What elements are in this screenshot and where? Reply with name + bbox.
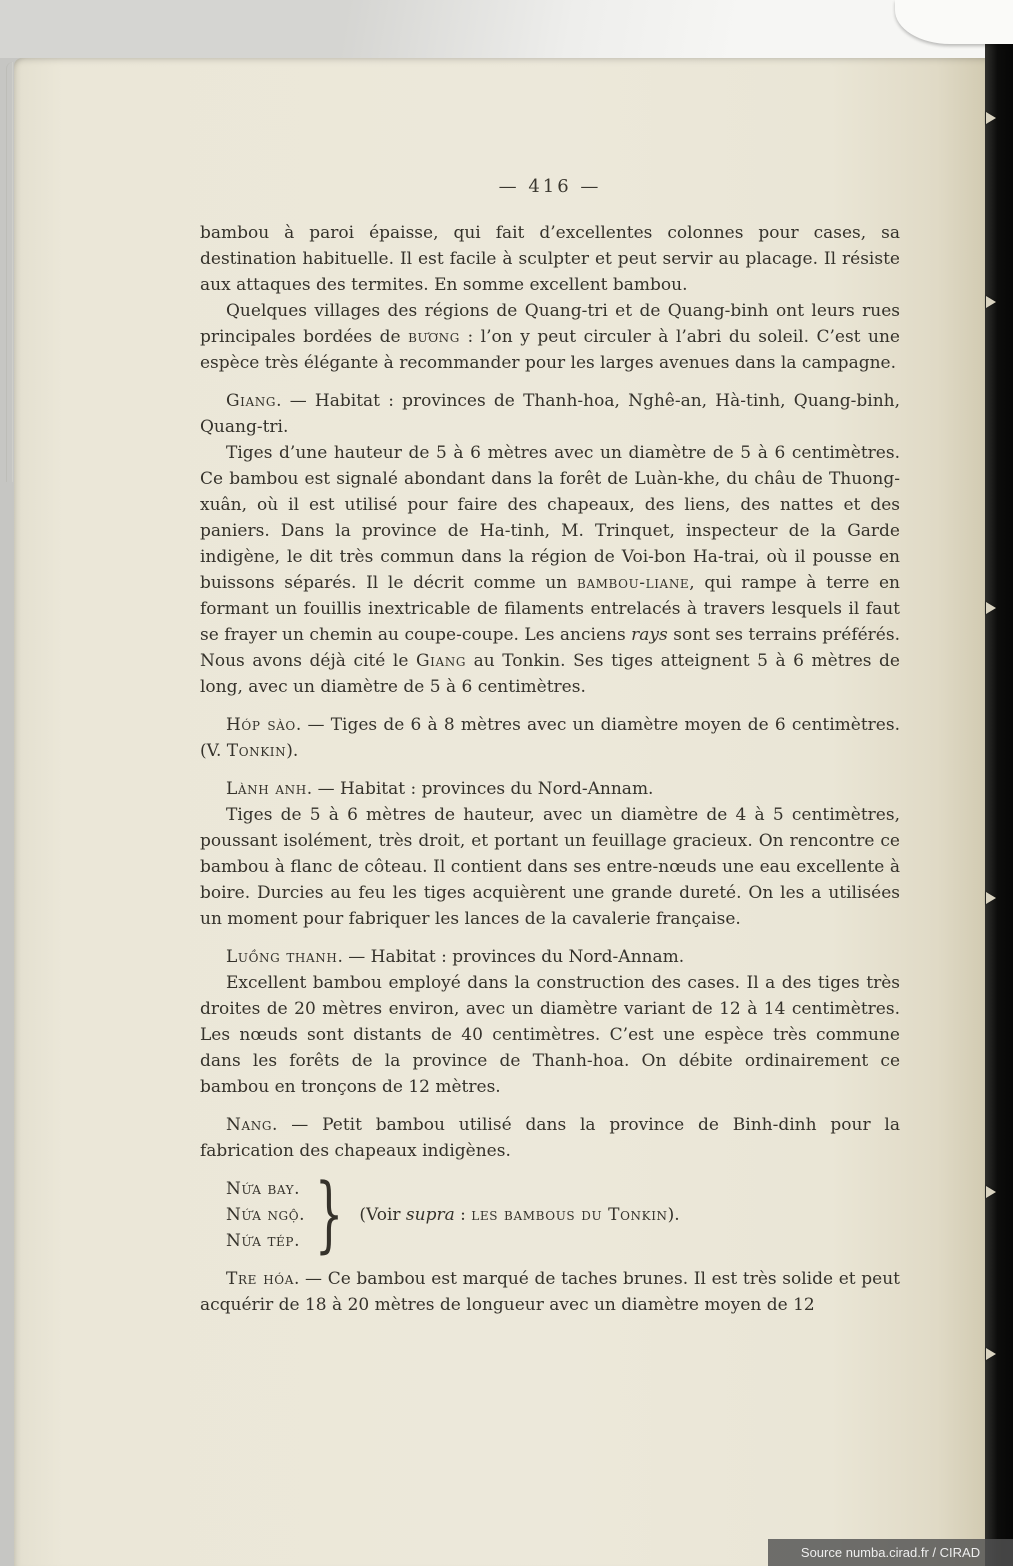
- text-segment: ).: [667, 1205, 680, 1225]
- paragraph: [200, 1266, 900, 1318]
- stitch-mark-icon: [986, 1348, 996, 1360]
- text-segment: au Tonkin. Ses tiges atteignent 5 à 6 mètres de long, avec un diamètre de 5 à 6 centimètres.: [200, 651, 900, 697]
- text-segment: rays: [631, 625, 668, 645]
- text-segment: Luồng thanh: [226, 947, 338, 967]
- scanner-background: [0, 0, 985, 58]
- paragraph: [200, 220, 900, 298]
- paragraph: [200, 944, 900, 970]
- text-segment: Excellent bambou employé dans la construction des cases. Il a des tiges très droites de 20 mètres environ, avec un diamètre variant de 12 à 14 centimètres. Les nœuds sont distants de 40 centimètres. C’est une espèce très commune dans les forêts de la province de Thanh-hoa. On débite ordinairement ce bambou en tronçons de 12 mètres.: [200, 973, 900, 1097]
- text-segment: : l’on y peut circuler à l’abri du soleil. C’est une espèce très élégante à recommander pour les larges avenues dans la campagne.: [200, 327, 900, 373]
- text-segment: :: [454, 1205, 472, 1225]
- stitch-mark-icon: [986, 1186, 996, 1198]
- paragraph: [200, 712, 900, 764]
- species-name-list: [226, 1176, 305, 1254]
- paragraph: [200, 1112, 900, 1164]
- text-segment: Tonkin: [226, 741, 287, 761]
- species-name: Nứa tép.: [226, 1231, 301, 1251]
- text-segment: (Voir: [359, 1205, 406, 1225]
- text-segment: Tiges d’une hauteur de 5 à 6 mètres avec un diamètre de 5 à 6 centimètres. Ce bambou est signalé abondant dans la forêt de Luàn-khe, du châu de Thuong-xuân, où il est utilisé pour faire des chapeaux, des liens, des nattes et des paniers. Dans la province de Ha-tinh, M. Trinquet, inspecteur de la Garde indigène, le dit très commun dans la région de Voi-bon Ha-trai, où il pousse en buissons séparés. Il le décrit comme un: [200, 443, 900, 593]
- paragraph: [200, 388, 900, 440]
- brace-icon: }: [314, 1167, 344, 1262]
- page-stack-edges: [6, 62, 13, 482]
- watermark-text: Source numba.cirad.fr / CIRAD: [800, 1545, 981, 1560]
- stitch-mark-icon: [986, 296, 996, 308]
- text-segment: , qui rampe à terre en formant un fouillis inextricable de filaments entrelacés à travers lesquels il faut se frayer un chemin au coupe-coupe. Les anciens: [200, 573, 901, 645]
- text-segment: ).: [286, 741, 299, 761]
- text-segment: . — Ce bambou est marqué de taches brunes. Il est très solide et peut acquérir de 18 à 20 mètres de longueur avec un diamètre moyen de 12: [200, 1269, 900, 1315]
- text-segment: Tiges de 5 à 6 mètres de hauteur, avec un diamètre de 4 à 5 centimètres, poussant isolément, très droit, et portant un feuillage gracieux. On rencontre ce bambou à flanc de côteau. Il contient dans ses entre-nœuds une eau excellente à boire. Durcies au feu les tiges acquièrent une grande dureté. On les a utilisées un moment pour fabriquer les lances de la cavalerie française.: [200, 805, 900, 929]
- species-name: Nứa ngộ.: [226, 1205, 306, 1225]
- text-segment: Giang: [415, 651, 467, 671]
- text-segment: bambou à paroi épaisse, qui fait d’excellentes colonnes pour cases, sa destination habituelle. Il est facile à sculpter et peut servir au placage. Il résiste aux attaques des termites. En somme excellent bambou.: [200, 223, 900, 295]
- brace-note: [359, 1202, 679, 1228]
- book-page: [14, 58, 985, 1566]
- book-spine: [985, 0, 1013, 1566]
- paragraph-list: [200, 220, 900, 1318]
- paragraph: [200, 802, 900, 932]
- text-segment: Hóp sào: [226, 715, 296, 735]
- stitch-mark-icon: [986, 892, 996, 904]
- paragraph: [200, 776, 900, 802]
- text-segment: sont ses terrains préférés. Nous avons déjà cité le: [200, 625, 901, 671]
- page-content: [200, 174, 900, 1318]
- paragraph: [200, 970, 900, 1100]
- text-segment: Nang: [226, 1115, 273, 1135]
- text-segment: Giang: [226, 391, 277, 411]
- text-segment: supra: [405, 1205, 455, 1225]
- page-number: — 416 —: [498, 176, 602, 197]
- text-segment: Quelques villages des régions de Quang-tri et de Quang-binh ont leurs rues principales bordées de: [200, 301, 900, 347]
- species-brace-group: [226, 1167, 900, 1262]
- text-segment: . — Habitat : provinces du Nord-Annam.: [337, 947, 685, 967]
- text-segment: . — Petit bambou utilisé dans la province de Binh-dinh pour la fabrication des chapeaux indigènes.: [200, 1115, 900, 1161]
- text-segment: Lành anh: [226, 779, 307, 799]
- paragraph: [200, 440, 900, 700]
- species-name: Nứa bay.: [226, 1179, 301, 1199]
- text-segment: bương: [408, 327, 460, 347]
- text-segment: . — Tiges de 6 à 8 mètres avec un diamètre moyen de 6 centimètres. (V.: [200, 715, 900, 761]
- watermark: [768, 1539, 1013, 1566]
- stitch-mark-icon: [986, 602, 996, 614]
- text-segment: les bambous du Tonkin: [471, 1205, 668, 1225]
- text-segment: Tre hóa: [226, 1269, 294, 1289]
- text-segment: . — Habitat : provinces du Nord-Annam.: [306, 779, 654, 799]
- stitch-mark-icon: [986, 112, 996, 124]
- text-segment: bambou-liane: [576, 573, 690, 593]
- paragraph: [200, 298, 900, 376]
- text-segment: . — Habitat : provinces de Thanh-hoa, Nghê-an, Hà-tinh, Quang-binh, Quang-tri.: [200, 391, 900, 437]
